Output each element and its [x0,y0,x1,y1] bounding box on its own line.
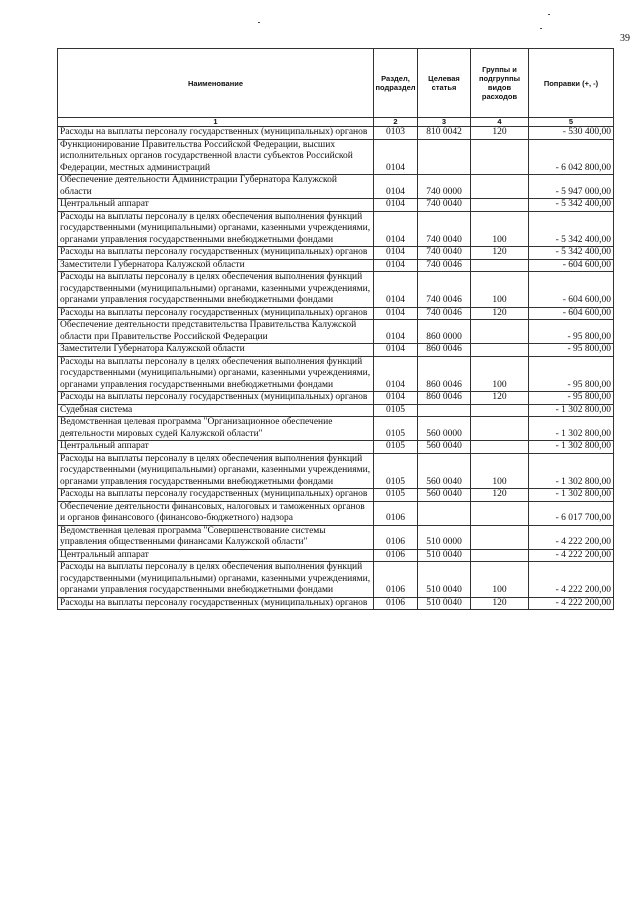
header-row [58,49,614,118]
row-section-cell: 0104 [374,247,418,260]
row-section-cell: 0104 [374,272,418,308]
row-section-cell: 0104 [374,259,418,272]
row-section-cell: 0104 [374,139,418,175]
table-row [58,404,614,417]
table-row [58,307,614,320]
row-section-cell: 0104 [374,211,418,247]
row-name-cell: Судебная система [58,404,374,417]
row-amount-cell: - 604 600,00 [529,272,614,308]
row-group-cell [471,501,529,525]
table-row [58,175,614,199]
row-group-cell: 120 [471,247,529,260]
row-section-cell: 0105 [374,441,418,454]
row-amount-cell: - 1 302 800,00 [529,489,614,502]
row-article-cell [418,501,471,525]
row-section-cell: 0106 [374,549,418,562]
budget-table [57,48,614,610]
row-amount-cell: - 530 400,00 [529,127,614,140]
row-name-cell: Ведомственная целевая программа "Совершенствование системы управления общественными финансами Калужской области" [58,525,374,549]
row-group-cell: 100 [471,211,529,247]
row-section-cell: 0106 [374,501,418,525]
row-name-cell: Ведомственная целевая программа "Организационное обеспечение деятельности мировых судей Калужской области" [58,417,374,441]
col-number-amount: 5 [529,118,614,127]
row-section-cell: 0105 [374,404,418,417]
row-article-cell: 510 0040 [418,562,471,598]
row-section-cell: 0106 [374,597,418,610]
row-name-cell: Расходы на выплаты персоналу в целях обеспечения выполнения функций государственными (муниципальными) органами, казенными учреждениями, органами управления государственными внебюджетными фондами [58,356,374,392]
page-number: 39 [620,33,630,44]
col-number-article: 3 [418,118,471,127]
scan-speck [540,28,542,29]
row-section-cell: 0106 [374,525,418,549]
row-group-cell [471,404,529,417]
row-name-cell: Центральный аппарат [58,441,374,454]
table-row [58,453,614,489]
row-article-cell: 510 0040 [418,549,471,562]
row-group-cell: 100 [471,453,529,489]
row-section-cell: 0105 [374,453,418,489]
table-row [58,525,614,549]
row-article-cell: 860 0046 [418,344,471,357]
row-group-cell: 100 [471,272,529,308]
row-amount-cell: - 5 342 400,00 [529,199,614,212]
row-section-cell: 0105 [374,489,418,502]
row-article-cell: 510 0000 [418,525,471,549]
table-row [58,549,614,562]
row-article-cell: 860 0000 [418,320,471,344]
row-name-cell: Обеспечение деятельности представительства Правительства Калужской области при Правительстве Российской Федерации [58,320,374,344]
row-article-cell: 740 0040 [418,199,471,212]
row-group-cell: 120 [471,489,529,502]
row-article-cell: 560 0040 [418,489,471,502]
row-name-cell: Расходы на выплаты персоналу в целях обеспечения выполнения функций государственными (муниципальными) органами, казенными учреждениями, органами управления государственными внебюджетными фондами [58,453,374,489]
row-article-cell: 740 0040 [418,247,471,260]
table-row [58,320,614,344]
col-header-amount: Поправки (+, -) [529,49,614,118]
scan-speck [258,22,260,23]
row-article-cell: 560 0040 [418,453,471,489]
table-row [58,272,614,308]
row-amount-cell: - 95 800,00 [529,344,614,357]
row-name-cell: Обеспечение деятельности финансовых, налоговых и таможенных органов и органов финансового (финансово-бюджетного) надзора [58,501,374,525]
row-group-cell: 100 [471,562,529,598]
row-name-cell: Заместители Губернатора Калужской области [58,259,374,272]
table-row [58,597,614,610]
row-name-cell: Обеспечение деятельности Администрации Губернатора Калужской области [58,175,374,199]
table-row [58,211,614,247]
table-row [58,489,614,502]
row-article-cell: 740 0040 [418,211,471,247]
row-amount-cell: - 4 222 200,00 [529,525,614,549]
row-group-cell: 120 [471,597,529,610]
row-name-cell: Центральный аппарат [58,549,374,562]
row-group-cell [471,139,529,175]
col-header-section: Раздел, подраздел [374,49,418,118]
row-name-cell: Расходы на выплаты персоналу государственных (муниципальных) органов [58,307,374,320]
row-amount-cell: - 1 302 800,00 [529,404,614,417]
row-amount-cell: - 6 017 700,00 [529,501,614,525]
row-group-cell [471,525,529,549]
row-group-cell: 100 [471,356,529,392]
row-amount-cell: - 4 222 200,00 [529,562,614,598]
row-group-cell: 120 [471,392,529,405]
row-amount-cell: - 4 222 200,00 [529,597,614,610]
row-article-cell: 860 0046 [418,356,471,392]
row-group-cell [471,549,529,562]
row-section-cell: 0104 [374,320,418,344]
table-row [58,501,614,525]
row-group-cell: 120 [471,127,529,140]
table-row [58,199,614,212]
row-amount-cell: - 5 342 400,00 [529,211,614,247]
row-name-cell: Расходы на выплаты персоналу государственных (муниципальных) органов [58,127,374,140]
col-number-name: 1 [58,118,374,127]
col-number-group: 4 [471,118,529,127]
row-amount-cell: - 604 600,00 [529,259,614,272]
row-section-cell: 0103 [374,127,418,140]
row-article-cell: 560 0000 [418,417,471,441]
row-amount-cell: - 95 800,00 [529,356,614,392]
row-amount-cell: - 5 342 400,00 [529,247,614,260]
row-amount-cell: - 95 800,00 [529,320,614,344]
table-row [58,441,614,454]
row-article-cell: 510 0040 [418,597,471,610]
col-header-name: Наименование [58,49,374,118]
row-group-cell [471,259,529,272]
row-amount-cell: - 95 800,00 [529,392,614,405]
table-row [58,356,614,392]
row-amount-cell: - 6 042 800,00 [529,139,614,175]
table-row [58,139,614,175]
row-name-cell: Расходы на выплаты персоналу государственных (муниципальных) органов [58,247,374,260]
table-row [58,562,614,598]
row-article-cell: 740 0046 [418,307,471,320]
row-name-cell: Заместители Губернатора Калужской области [58,344,374,357]
row-article-cell: 740 0046 [418,272,471,308]
header-number-row [58,118,614,127]
col-header-article: Целевая статья [418,49,471,118]
row-group-cell [471,417,529,441]
row-section-cell: 0104 [374,199,418,212]
row-name-cell: Расходы на выплаты персоналу государственных (муниципальных) органов [58,392,374,405]
table-row [58,259,614,272]
row-amount-cell: - 5 947 000,00 [529,175,614,199]
row-name-cell: Расходы на выплаты персоналу в целях обеспечения выполнения функций государственными (муниципальными) органами, казенными учреждениями, органами управления государственными внебюджетными фондами [58,272,374,308]
row-article-cell: 740 0000 [418,175,471,199]
row-amount-cell: - 1 302 800,00 [529,417,614,441]
row-group-cell [471,320,529,344]
row-article-cell [418,404,471,417]
table-row [58,392,614,405]
col-header-group: Группы и подгруппы видов расходов [471,49,529,118]
row-article-cell: 810 0042 [418,127,471,140]
row-section-cell: 0106 [374,562,418,598]
row-section-cell: 0105 [374,417,418,441]
row-name-cell: Центральный аппарат [58,199,374,212]
row-group-cell [471,344,529,357]
col-number-section: 2 [374,118,418,127]
row-article-cell: 740 0046 [418,259,471,272]
row-section-cell: 0104 [374,344,418,357]
row-section-cell: 0104 [374,307,418,320]
row-group-cell: 120 [471,307,529,320]
row-amount-cell: - 604 600,00 [529,307,614,320]
row-section-cell: 0104 [374,175,418,199]
row-group-cell [471,175,529,199]
row-name-cell: Расходы на выплаты персоналу государственных (муниципальных) органов [58,489,374,502]
row-article-cell: 860 0046 [418,392,471,405]
row-amount-cell: - 4 222 200,00 [529,549,614,562]
row-article-cell: 560 0040 [418,441,471,454]
row-amount-cell: - 1 302 800,00 [529,453,614,489]
row-group-cell [471,199,529,212]
row-name-cell: Расходы на выплаты персоналу в целях обеспечения выполнения функций государственными (муниципальными) органами, казенными учреждениями, органами управления государственными внебюджетными фондами [58,562,374,598]
table-row [58,344,614,357]
row-group-cell [471,441,529,454]
row-section-cell: 0104 [374,392,418,405]
scan-speck [548,14,550,15]
row-name-cell: Расходы на выплаты персоналу в целях обеспечения выполнения функций государственными (муниципальными) органами, казенными учреждениями, органами управления государственными внебюджетными фондами [58,211,374,247]
row-name-cell: Расходы на выплаты персоналу государственных (муниципальных) органов [58,597,374,610]
table-row [58,127,614,140]
table-row [58,247,614,260]
table-row [58,417,614,441]
row-section-cell: 0104 [374,356,418,392]
row-amount-cell: - 1 302 800,00 [529,441,614,454]
row-article-cell [418,139,471,175]
row-name-cell: Функционирование Правительства Российской Федерации, высших исполнительных органов государственной власти субъектов Российской Федерации, местных администраций [58,139,374,175]
